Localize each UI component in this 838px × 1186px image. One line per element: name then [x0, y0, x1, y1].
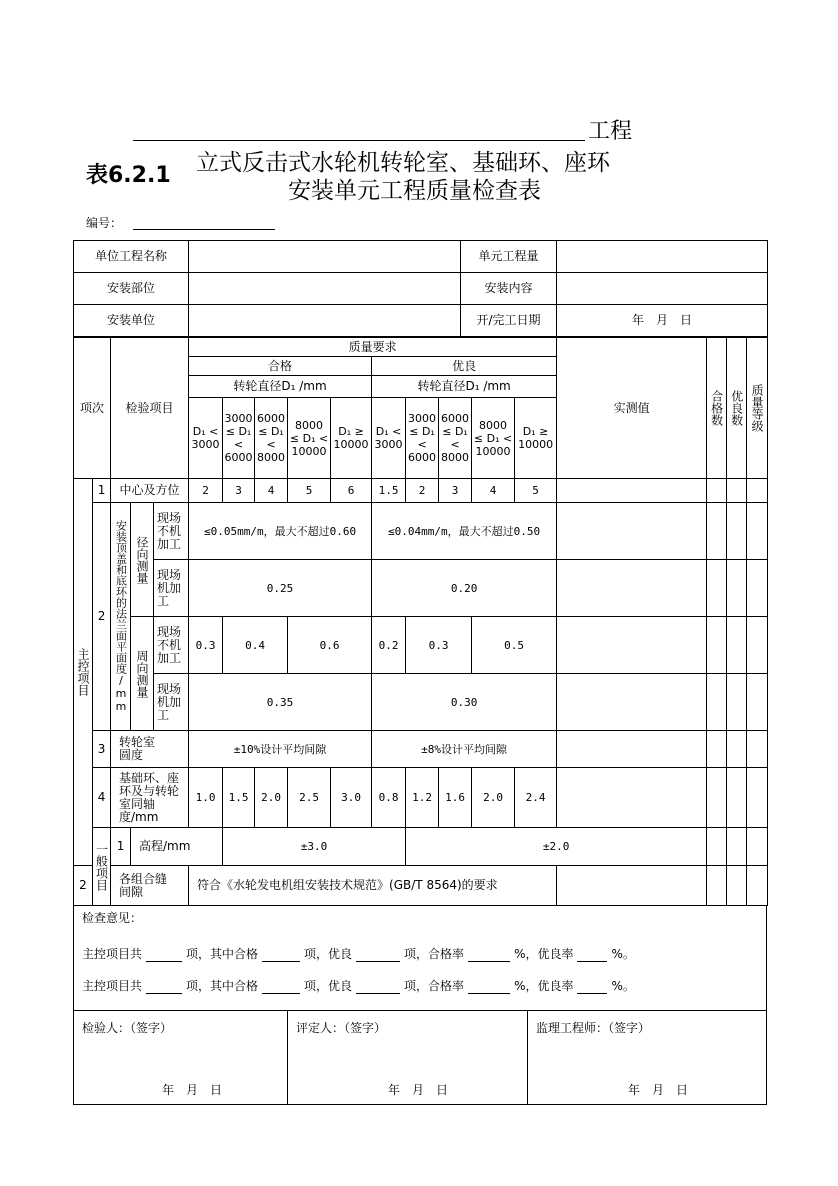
blank-field[interactable] — [468, 981, 510, 994]
install-location-field[interactable] — [189, 273, 461, 305]
req-value: 0.20 — [372, 560, 557, 617]
req-value: ±8%设计平均间隙 — [372, 731, 557, 768]
req-value: 0.5 — [472, 617, 557, 674]
measured-cell[interactable] — [557, 866, 707, 906]
unit-project-name-field[interactable] — [189, 241, 461, 273]
project-name-line — [133, 112, 585, 141]
check-text: 主控项目共 — [82, 947, 143, 961]
check-title: 检查意见： — [82, 911, 143, 925]
measured-cell[interactable] — [557, 768, 707, 828]
blank-field[interactable] — [146, 981, 182, 994]
blank-field[interactable] — [262, 949, 300, 962]
diameter-range: D₁ ≥ 10000 — [331, 398, 372, 479]
check-text: %。 — [611, 979, 635, 993]
count-cell[interactable] — [727, 560, 747, 617]
req-value: 6 — [331, 479, 372, 503]
count-cell[interactable] — [707, 617, 727, 674]
req-value: 1.0 — [189, 768, 223, 828]
measured-cell[interactable] — [557, 731, 707, 768]
inspector-label: 检验人：（签字） — [82, 1021, 173, 1035]
blank-field[interactable] — [356, 981, 400, 994]
measured-cell[interactable] — [557, 560, 707, 617]
count-cell[interactable] — [747, 503, 768, 560]
label: 单位工程名称 — [74, 241, 189, 273]
row-no: 3 — [93, 731, 111, 768]
count-cell[interactable] — [707, 503, 727, 560]
blank-field[interactable] — [468, 949, 510, 962]
req-value: 3 — [223, 479, 255, 503]
count-cell[interactable] — [727, 731, 747, 768]
check-text: 项，合格率 — [404, 979, 465, 993]
date-field[interactable]: 年 月 日 — [557, 305, 768, 337]
radial-label: 径向测量 — [135, 535, 150, 584]
qualified-count-header: 合格数 — [709, 390, 724, 426]
req-value: 2.0 — [255, 768, 288, 828]
title-line-1: 立式反击式水轮机转轮室、基础环、座环 — [196, 150, 610, 176]
req-value: 2 — [406, 479, 439, 503]
req-value: 1.2 — [406, 768, 439, 828]
req-value: 0.25 — [189, 560, 372, 617]
item-no-header: 项次 — [74, 338, 111, 479]
count-cell[interactable] — [727, 866, 747, 906]
req-value: ±2.0 — [406, 828, 707, 866]
count-cell[interactable] — [707, 479, 727, 503]
count-cell[interactable] — [747, 731, 768, 768]
row-name: 各组合缝间隙 — [111, 866, 189, 906]
row-no: 1 — [111, 828, 131, 866]
evaluator-label: 评定人：（签字） — [296, 1021, 387, 1035]
req-value: 0.8 — [372, 768, 406, 828]
check-text: 项，优良 — [304, 947, 353, 961]
req-value: ±3.0 — [223, 828, 406, 866]
req-value: 0.30 — [372, 674, 557, 731]
diameter-range: 8000 ≤ D₁ < 10000 — [288, 398, 331, 479]
label: 安装内容 — [461, 273, 557, 305]
diameter-range: 6000 ≤ D₁ < 8000 — [255, 398, 288, 479]
check-text: 项，优良 — [304, 979, 353, 993]
info-table — [73, 240, 768, 337]
count-cell[interactable] — [727, 617, 747, 674]
inspector-sign[interactable] — [73, 1010, 288, 1105]
count-cell[interactable] — [727, 768, 747, 828]
check-text: %，优良率 — [514, 979, 574, 993]
req-value: 5 — [288, 479, 331, 503]
title-line-2: 安装单元工程质量检查表 — [288, 178, 541, 204]
measured-cell[interactable] — [557, 674, 707, 731]
diameter-range: D₁ < 3000 — [189, 398, 223, 479]
diameter-range: 6000 ≤ D₁ < 8000 — [439, 398, 472, 479]
diameter-range: 3000 ≤ D₁ < 6000 — [223, 398, 255, 479]
count-cell[interactable] — [707, 866, 727, 906]
unit-quantity-field[interactable] — [557, 241, 768, 273]
blank-field[interactable] — [262, 981, 300, 994]
req-value: 2 — [189, 479, 223, 503]
diameter-header: 转轮直径D₁ /mm — [189, 376, 372, 398]
row-no: 4 — [93, 768, 111, 828]
project-suffix: 工程 — [588, 119, 633, 144]
req-value: 1.6 — [439, 768, 472, 828]
count-cell[interactable] — [727, 503, 747, 560]
row-name: 高程/mm — [131, 828, 223, 866]
table-number: 表6.2.1 — [86, 163, 171, 188]
number-field[interactable] — [133, 229, 275, 230]
req-value: 2.0 — [472, 768, 515, 828]
unmachined-label: 现场不机加工 — [157, 510, 182, 551]
check-text: 项，其中合格 — [186, 979, 259, 993]
row-name: 安装顶盖和底环的法兰面平面度/mm — [114, 520, 128, 713]
check-text: %，优良率 — [514, 947, 574, 961]
install-unit-field[interactable] — [189, 305, 461, 337]
count-cell[interactable] — [747, 479, 768, 503]
measured-header: 实测值 — [557, 338, 707, 479]
measured-cell[interactable] — [557, 503, 707, 560]
machined-label: 现场机加工 — [157, 681, 182, 722]
measured-cell[interactable] — [557, 617, 707, 674]
blank-field[interactable] — [356, 949, 400, 962]
inspect-item-header: 检验项目 — [111, 338, 189, 479]
count-cell[interactable] — [707, 674, 727, 731]
req-value: ≤0.04mm/m，最大不超过0.50 — [372, 503, 557, 560]
req-value: 符合《水轮发电机组安装技术规范》(GB/T 8564)的要求 — [189, 866, 557, 906]
row-name: 中心及方位 — [111, 479, 189, 503]
general-items-label: 一般项目 — [94, 842, 109, 891]
inspection-table — [73, 337, 768, 906]
diameter-header: 转轮直径D₁ /mm — [372, 376, 557, 398]
req-value: 0.6 — [288, 617, 372, 674]
check-text: 项，其中合格 — [186, 947, 259, 961]
check-text: 主控项目共 — [82, 979, 143, 993]
install-content-field[interactable] — [557, 273, 768, 305]
req-value: 2.5 — [288, 768, 331, 828]
row-name: 转轮室圆度 — [111, 731, 189, 768]
req-value: 0.35 — [189, 674, 372, 731]
count-cell[interactable] — [707, 731, 727, 768]
req-value: 3 — [439, 479, 472, 503]
row-no: 1 — [93, 479, 111, 503]
check-text: %。 — [611, 947, 635, 961]
count-cell[interactable] — [727, 479, 747, 503]
req-value: ±10%设计平均间隙 — [189, 731, 372, 768]
diameter-range: 8000 ≤ D₁ < 10000 — [472, 398, 515, 479]
excellent-count-header: 优良数 — [729, 390, 744, 426]
count-cell[interactable] — [747, 617, 768, 674]
req-value: 1.5 — [372, 479, 406, 503]
diameter-range: D₁ ≥ 10000 — [515, 398, 557, 479]
req-value: 0.3 — [406, 617, 472, 674]
row-no: 2 — [74, 866, 93, 906]
diameter-range: D₁ < 3000 — [372, 398, 406, 479]
count-cell[interactable] — [747, 560, 768, 617]
measured-cell[interactable] — [557, 479, 707, 503]
count-cell[interactable] — [747, 768, 768, 828]
req-value: 0.2 — [372, 617, 406, 674]
req-value: 4 — [255, 479, 288, 503]
count-cell[interactable] — [747, 674, 768, 731]
quality-req-header: 质量要求 — [189, 338, 557, 357]
blank-field[interactable] — [577, 949, 607, 962]
label: 安装单位 — [74, 305, 189, 337]
evaluator-sign[interactable] — [287, 1010, 528, 1105]
req-value: 4 — [472, 479, 515, 503]
req-value: 3.0 — [331, 768, 372, 828]
req-value: 0.3 — [189, 617, 223, 674]
count-cell[interactable] — [747, 866, 768, 906]
unmachined-label: 现场不机加工 — [157, 624, 182, 665]
row-name: 基础环、座环及与转轮室同轴度/mm — [111, 768, 189, 828]
date: 年 月 日 — [628, 1083, 689, 1097]
excellent-header: 优良 — [372, 357, 557, 376]
req-value: 2.4 — [515, 768, 557, 828]
qualified-header: 合格 — [189, 357, 372, 376]
label: 安装部位 — [74, 273, 189, 305]
count-cell[interactable] — [747, 828, 768, 866]
circ-label: 周向测量 — [135, 649, 150, 698]
check-text: 项，合格率 — [404, 947, 465, 961]
req-value: 1.5 — [223, 768, 255, 828]
main-items-label: 主控项目 — [76, 648, 90, 696]
blank-field[interactable] — [577, 981, 607, 994]
date: 年 月 日 — [388, 1083, 449, 1097]
check-opinion — [73, 905, 767, 1011]
grade-header: 质量等级 — [750, 384, 765, 432]
req-value: ≤0.05mm/m，最大不超过0.60 — [189, 503, 372, 560]
date: 年 月 日 — [162, 1083, 223, 1097]
count-cell[interactable] — [707, 768, 727, 828]
count-cell[interactable] — [727, 674, 747, 731]
row-no: 2 — [93, 503, 111, 731]
req-value: 5 — [515, 479, 557, 503]
count-cell[interactable] — [727, 828, 747, 866]
measured-cell[interactable] — [707, 828, 727, 866]
number-label: 编号： — [86, 216, 123, 230]
blank-field[interactable] — [146, 949, 182, 962]
machined-label: 现场机加工 — [157, 567, 182, 608]
req-value: 0.4 — [223, 617, 288, 674]
supervisor-sign[interactable] — [527, 1010, 767, 1105]
count-cell[interactable] — [707, 560, 727, 617]
label: 开/完工日期 — [461, 305, 557, 337]
supervisor-label: 监理工程师：（签字） — [536, 1021, 651, 1035]
label: 单元工程量 — [461, 241, 557, 273]
diameter-range: 3000 ≤ D₁ < 6000 — [406, 398, 439, 479]
